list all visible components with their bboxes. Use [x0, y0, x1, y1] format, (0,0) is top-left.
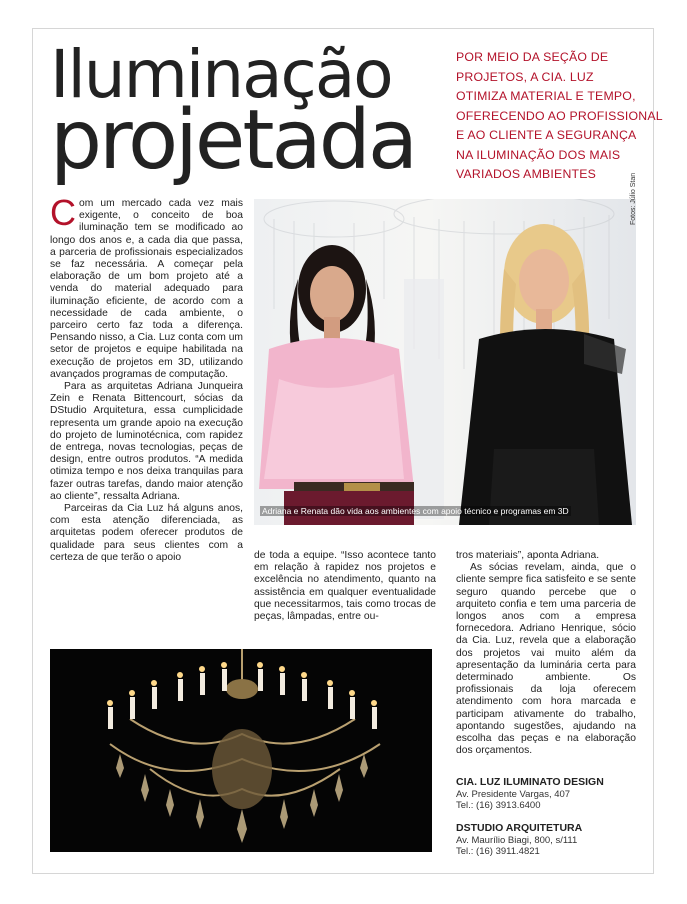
- body-column-2: [254, 550, 436, 623]
- body-column-3: [456, 550, 636, 757]
- photo-credit: Fotos: Júlio Stan: [630, 172, 637, 225]
- deck-line: OTIMIZA MATERIAL E TEMPO,: [456, 89, 636, 103]
- body-column-1: [50, 192, 243, 564]
- deck-line: E AO CLIENTE A SEGURANÇA: [456, 128, 637, 142]
- headline-line-2: projetada: [50, 93, 416, 188]
- paragraph: de toda a equipe. “Isso acontece tanto em relação à rapidez nos projetos e excelência no atendimento, quanto na assistência em qualquer eventualidade que necessitarmos, tais como trocas de peças, lâmpadas, entre ou-: [254, 550, 436, 623]
- deck-line: PROJETOS, A CIA. LUZ: [456, 69, 594, 84]
- architects-photo: [254, 199, 636, 525]
- deck-line: VARIADOS AMBIENTES: [456, 167, 597, 181]
- deck-line: NA ILUMINAÇÃO DOS MAIS: [456, 147, 621, 162]
- deck-line: OFERECENDO AO PROFISSIONAL: [456, 108, 663, 123]
- contact-address: Av. Maurílio Biagi, 800, s/111: [456, 835, 578, 846]
- contact-name: DSTUDIO ARQUITETURA: [456, 822, 583, 834]
- contact-address: Av. Presidente Vargas, 407: [456, 789, 571, 800]
- chandelier-illustration: [50, 649, 432, 852]
- deck-text: [456, 48, 663, 185]
- paragraph: tros materiais”, aponta Adriana.: [456, 550, 600, 561]
- photo-caption: Adriana e Renata dão vida aos ambientes com apoio técnico e programas em 3D: [262, 506, 569, 516]
- paragraph: As sócias revelam, ainda, que o cliente sempre fica satisfeito e se sente seguro quando percebe que o arquiteto confia e tem uma parceria de longos anos com a empresa fornecedora. Adriano Henrique, sócio da Cia. Luz, revela que a elaboração dos projetos vai muito além da apresentação da luminária certa para determinado ambiente. Os profissionais da loja oferecem atendimento com hora marcada e participam ativamente do trabalho, apontando sugestões, ajudando na escolha das peças e na elaboração dos orçamentos.: [456, 562, 636, 757]
- contact-phone: Tel.: (16) 3911.4821: [456, 846, 540, 857]
- headline-line-1: Iluminação: [50, 36, 392, 113]
- paragraph: Com um mercado cada vez mais exigente, o conceito de boa iluminação tem se modificado ao longo dos anos e, a cada dia que passa, a parceria de profissionais especializados se faz necessária. A começar pela elaboração de um bom projeto até a venda do material adequado para iluminação eficiente, de acordo com a necessidade de cada ambiente, o parceiro certo faz toda a diferença. Pensando nisso, a Cia. Luz conta com um setor de projetos e equipe habilitada na execução de projetos em 3D, utilizando avançados programas de computação.: [50, 192, 243, 380]
- drop-cap: C: [50, 192, 76, 233]
- contact-phone: Tel.: (16) 3913.6400: [456, 800, 541, 811]
- paragraph: Parceiras da Cia Luz há alguns anos, com esta atenção diferenciada, as arquitetas podem oferecer produtos de qualidade para seus clientes com a certeza de que terão o apoio: [50, 503, 243, 563]
- contact-name: CIA. LUZ ILUMINATO DESIGN: [456, 776, 604, 788]
- paragraph: Para as arquitetas Adriana Junqueira Zein e Renata Bittencourt, sócias da DStudio Arquitetura, essa cumplicidade representa um grande apoio na execução do projeto de luminotécnica, com rapidez de entrega, novas tecnologias, peças de design, entre outros produtos. “A medida otimiza tempo e nos deixa tranquilas para fazer outras tarefas, dando maior atenção ao cliente”, ressalta Adriana.: [50, 381, 243, 502]
- chandelier-photo: [50, 649, 432, 852]
- contact-cia-luz: [456, 776, 604, 811]
- deck-line: POR MEIO DA SEÇÃO DE: [456, 50, 609, 64]
- architects-photo-illustration: [254, 199, 636, 525]
- contact-dstudio: [456, 822, 582, 857]
